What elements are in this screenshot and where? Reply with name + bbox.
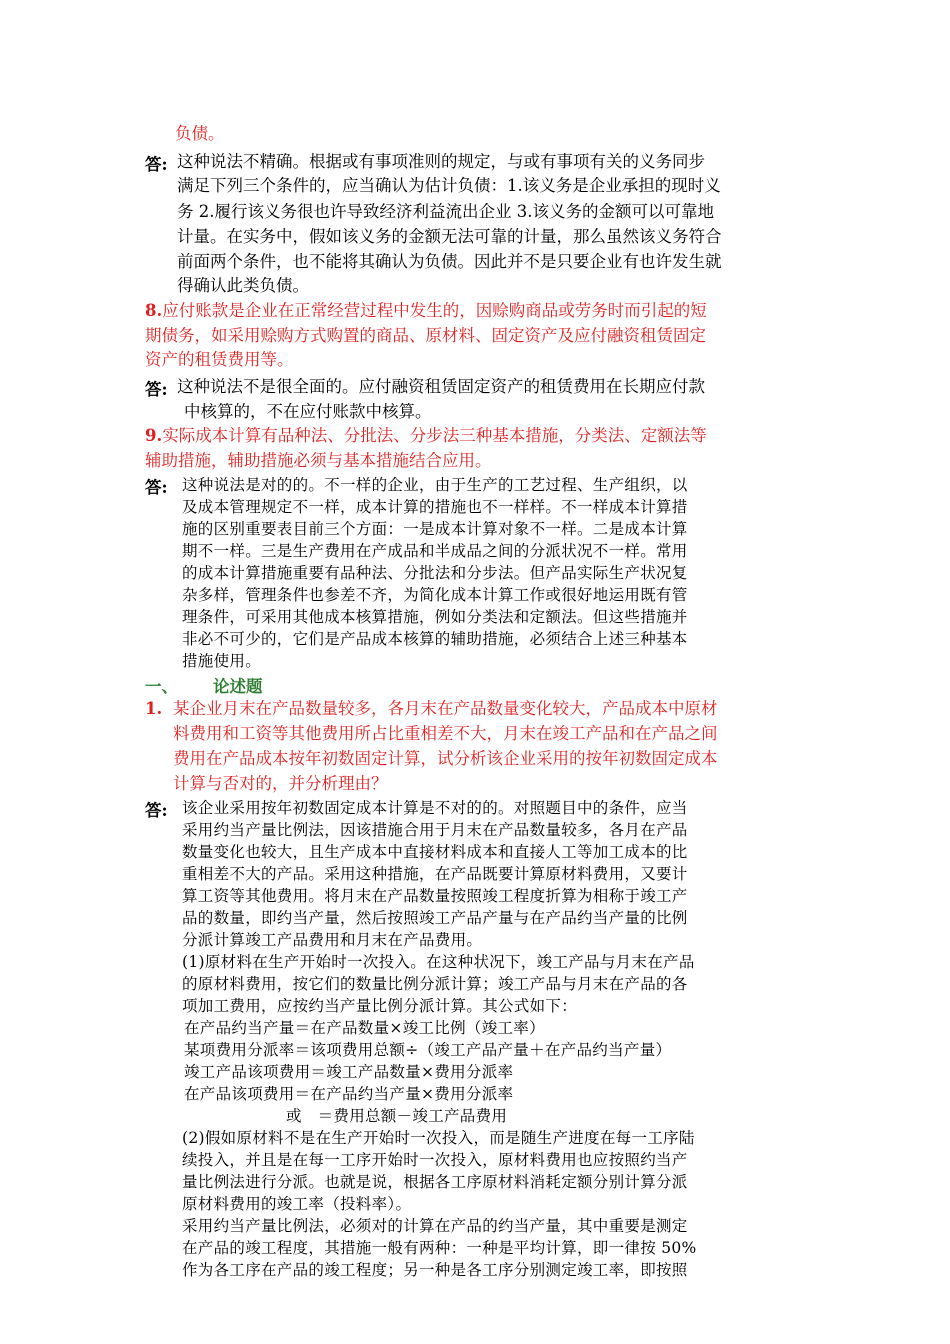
answer-label: 答: bbox=[145, 801, 168, 820]
question-line: 计算与否对的，并分析理由？ bbox=[173, 774, 388, 793]
answer-line: 施的区别重要表目前三个方面：一是成本计算对象不一样。二是成本计算 bbox=[182, 520, 688, 538]
question-line: 辅助措施，辅助措施必须与基本措施结合应用。 bbox=[145, 451, 492, 470]
answer-line: 分派计算竣工产品费用和月末在产品费用。 bbox=[182, 931, 483, 949]
answer-line: 量比例法进行分派。也就是说，根据各工序原材料消耗定额分别计算分派 bbox=[182, 1173, 688, 1191]
answer-line: 这种说法是对的的。不一样的企业，由于生产的工艺过程、生产组织，以 bbox=[182, 476, 688, 494]
answer-line: 措施使用。 bbox=[182, 652, 262, 670]
answer-line: 采用约当产量比例法，必须对的计算在产品的约当产量，其中重要是测定 bbox=[182, 1217, 688, 1235]
answer-line: 品的数量，即约当产量，然后按照竣工产品产量与在产品约当产量的比例 bbox=[182, 909, 688, 927]
question-number: 8. bbox=[145, 301, 163, 320]
answer-line: 重相差不大的产品。采用这种措施，在产品既要计算原材料费用，又要计 bbox=[182, 865, 688, 883]
answer-line: (2)假如原材料不是在生产开始时一次投入，而是随生产进度在每一工序陆 bbox=[182, 1129, 695, 1147]
question-line: 某企业月末在产品数量较多，各月末在产品数量变化较大，产品成本中原材 bbox=[173, 699, 718, 718]
answer-line: 得确认此类负债。 bbox=[177, 276, 309, 295]
answer-line: 中核算的，不在应付账款中核算。 bbox=[184, 402, 432, 421]
question-line: 资产的租赁费用等。 bbox=[145, 350, 294, 369]
answer-line: (1)原材料在生产开始时一次投入。在这种状况下，竣工产品与月末在产品 bbox=[182, 953, 695, 971]
answer-label: 答: bbox=[145, 380, 168, 399]
answer-line: 前面两个条件，也不能将其确认为负债。因此并不是只要企业有也许发生就 bbox=[177, 252, 722, 271]
answer-line: 项加工费用，应按约当产量比例分派计算。其公式如下： bbox=[182, 997, 578, 1015]
answer-line: 非必不可少的，它们是产品成本核算的辅助措施，必须结合上述三种基本 bbox=[182, 630, 688, 648]
formula-line: 某项费用分派率＝该项费用总额÷（竣工产品产量＋在产品约当产量） bbox=[184, 1041, 672, 1059]
answer-line: 杂多样，管理条件也参差不齐，为简化成本计算工作或很好地运用既有管 bbox=[182, 586, 688, 604]
answer-line: 务 2.履行该义务很也许导致经济利益流出企业 3.该义务的金额可以可靠地 bbox=[177, 202, 714, 221]
answer-line: 计量。在实务中，假如该义务的金额无法可靠的计量，那么虽然该义务符合 bbox=[177, 227, 722, 246]
formula-line: 竣工产品该项费用＝竣工产品数量×费用分派率 bbox=[184, 1063, 514, 1081]
answer-line: 数量变化也较大，且生产成本中直接材料成本和直接人工等加工成本的比 bbox=[182, 843, 688, 861]
formula-line: 或 ＝费用总额－竣工产品费用 bbox=[286, 1107, 508, 1125]
answer-line: 的原材料费用，按它们的数量比例分派计算；竣工产品与月末在产品的各 bbox=[182, 975, 688, 993]
formula-line: 在产品该项费用＝在产品约当产量×费用分派率 bbox=[184, 1085, 514, 1103]
answer-label: 答: bbox=[145, 155, 168, 174]
answer-line: 该企业采用按年初数固定成本计算是不对的的。对照题目中的条件，应当 bbox=[182, 799, 688, 817]
answer-line: 在产品的竣工程度，其措施一般有两种：一种是平均计算，即一律按 50% bbox=[182, 1239, 697, 1257]
answer-line: 理条件，可采用其他成本核算措施，例如分类法和定额法。但这些措施并 bbox=[182, 608, 688, 626]
answer-line: 的成本计算措施重要有品种法、分批法和分步法。但产品实际生产状况复 bbox=[182, 564, 688, 582]
answer-line: 满足下列三个条件的，应当确认为估计负债：1.该义务是企业承担的现时义 bbox=[177, 176, 721, 195]
formula-line: 在产品约当产量＝在产品数量×竣工比例（竣工率） bbox=[184, 1019, 545, 1037]
section-title: 论述题 bbox=[213, 677, 263, 696]
question-line: 费用在产品成本按年初数固定计算，试分析该企业采用的按年初数固定成本 bbox=[173, 749, 718, 768]
answer-line: 作为各工序在产品的竣工程度；另一种是各工序分别测定竣工率，即按照 bbox=[182, 1261, 688, 1279]
answer-line: 这种说法不是很全面的。应付融资租赁固定资产的租赁费用在长期应付款 bbox=[177, 377, 705, 396]
answer-line: 续投入，并且是在每一工序开始时一次投入，原材料费用也应按照约当产 bbox=[182, 1151, 688, 1169]
question-number: 9. bbox=[145, 426, 163, 445]
question-line: 期债务，如采用赊购方式购置的商品、原材料、固定资产及应付融资租赁固定 bbox=[145, 326, 706, 345]
answer-label: 答: bbox=[145, 478, 168, 497]
answer-line: 这种说法不精确。根据或有事项准则的规定，与或有事项有关的义务同步 bbox=[177, 152, 705, 171]
answer-line: 及成本管理规定不一样，成本计算的措施也不一样样。不一样成本计算措 bbox=[182, 498, 688, 516]
answer-line: 采用约当产量比例法，因该措施合用于月末在产品数量较多，各月在产品 bbox=[182, 821, 688, 839]
question-line: 实际成本计算有品种法、分批法、分步法三种基本措施，分类法、定额法等 bbox=[162, 426, 707, 445]
question-number: 1. bbox=[145, 699, 163, 718]
continued-text: 负债。 bbox=[175, 124, 225, 143]
answer-line: 原材料费用的竣工率（投料率）。 bbox=[182, 1195, 412, 1213]
question-line: 料费用和工资等其他费用所占比重相差不大，月末在竣工产品和在产品之间 bbox=[173, 724, 718, 743]
answer-line: 算工资等其他费用。将月末在产品数量按照竣工程度折算为相称于竣工产 bbox=[182, 887, 688, 905]
section-number: 一、 bbox=[145, 677, 178, 696]
question-line: 应付账款是企业在正常经营过程中发生的，因赊购商品或劳务时而引起的短 bbox=[162, 301, 707, 320]
answer-line: 期不一样。三是生产费用在产成品和半成品之间的分派状况不一样。常用 bbox=[182, 542, 688, 560]
